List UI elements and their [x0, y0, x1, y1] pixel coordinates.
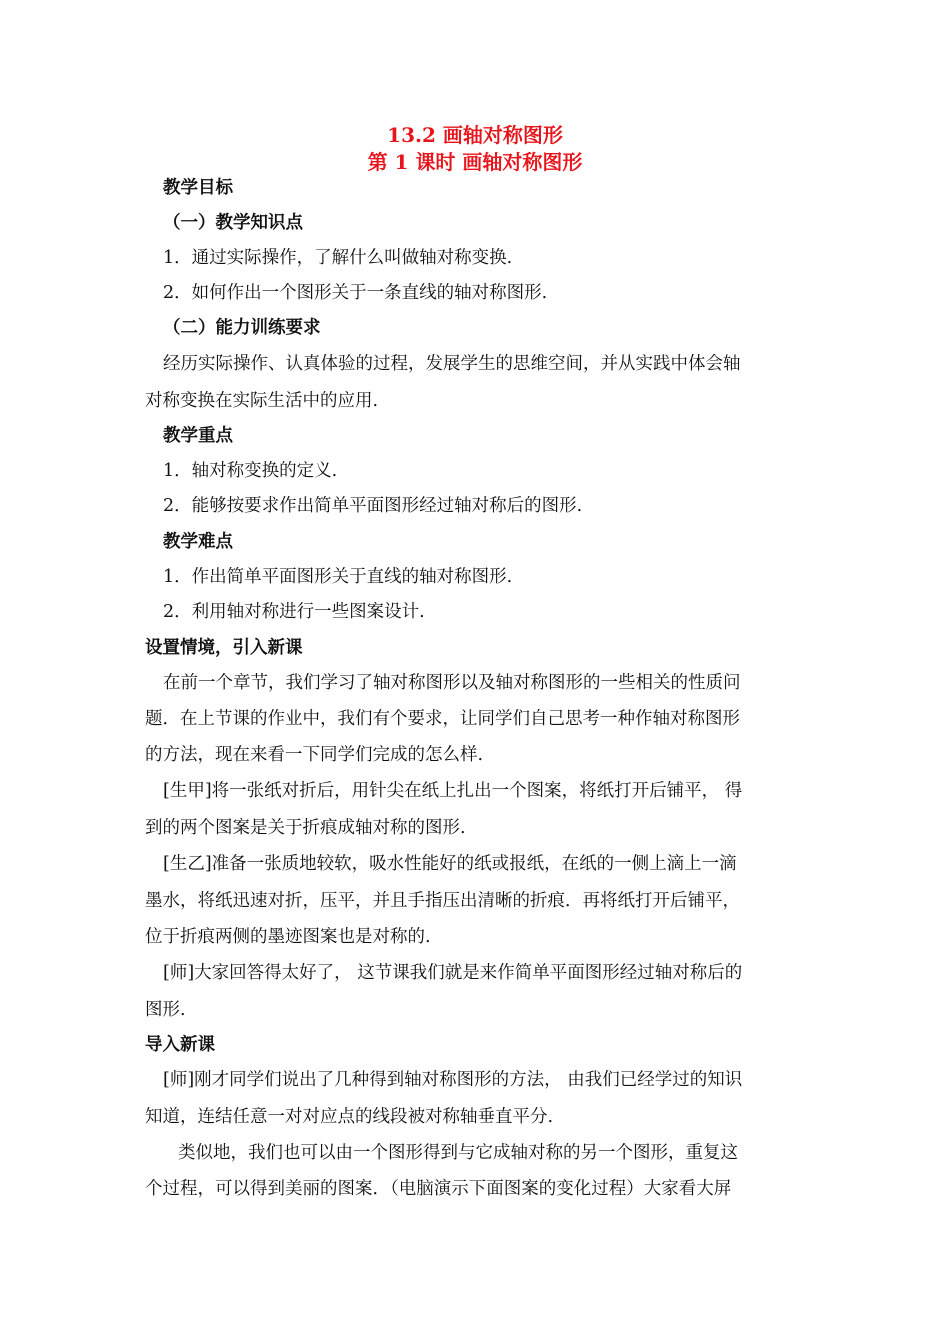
difficulty-item: 2．利用轴对称进行一些图案设计. — [163, 602, 425, 622]
paragraph-line: 知道，连结任意一对对应点的线段被对称轴垂直平分. — [145, 1107, 554, 1127]
paragraph-line: [生甲]将一张纸对折后，用针尖在纸上扎出一个图案，将纸打开后铺平， 得 — [163, 781, 743, 801]
key-points-heading: 教学重点 — [163, 426, 233, 446]
ability-heading: （二）能力训练要求 — [163, 318, 321, 338]
key-point-item: 1．轴对称变换的定义. — [163, 461, 338, 481]
paragraph-line: [师]大家回答得太好了， 这节课我们就是来作简单平面图形经过轴对称后的 — [163, 963, 743, 983]
paragraph-line: [师]刚才同学们说出了几种得到轴对称图形的方法， 由我们已经学过的知识 — [163, 1070, 743, 1090]
paragraph-line: 墨水，将纸迅速对折，压平，并且手指压出清晰的折痕．再将纸打开后铺平， — [145, 891, 740, 911]
paragraph-line: 的方法，现在来看一下同学们完成的怎么样. — [145, 745, 484, 765]
paragraph-line: 个过程，可以得到美丽的图案．（电脑演示下面图案的变化过程）大家看大屏 — [145, 1179, 732, 1199]
knowledge-item: 2．如何作出一个图形关于一条直线的轴对称图形. — [163, 283, 548, 303]
objectives-heading: 教学目标 — [163, 178, 233, 198]
difficulty-item: 1．作出简单平面图形关于直线的轴对称图形. — [163, 567, 513, 587]
key-point-item: 2．能够按要求作出简单平面图形经过轴对称后的图形. — [163, 496, 583, 516]
paragraph-line: 对称变换在实际生活中的应用. — [145, 391, 379, 411]
paragraph-line — [163, 352, 807, 376]
knowledge-item: 1．通过实际操作，了解什么叫做轴对称变换. — [163, 248, 513, 268]
intro-heading: 导入新课 — [145, 1035, 215, 1055]
knowledge-heading: （一）教学知识点 — [163, 213, 303, 233]
lesson-title: 13.2 画轴对称图形 — [387, 123, 563, 147]
paragraph-line: 题．在上节课的作业中，我们有个要求，让同学们自己思考一种作轴对称图形 — [145, 709, 740, 729]
paragraph-line: 到的两个图案是关于折痕成轴对称的图形. — [145, 818, 466, 838]
paragraph-text: 经历实际操作、认真体验的过程，发展学生的思维空间，并从实践中体会轴 — [163, 354, 741, 374]
paragraph-line: 位于折痕两侧的墨迹图案也是对称的. — [145, 927, 431, 947]
paragraph-line: 图形. — [145, 1000, 186, 1020]
scenario-heading: 设置情境，引入新课 — [145, 638, 303, 658]
paragraph-line: 在前一个章节，我们学习了轴对称图形以及轴对称图形的一些相关的性质问 — [163, 673, 741, 693]
lesson-subtitle: 第 1 课时 画轴对称图形 — [367, 150, 583, 174]
paragraph-line: 类似地，我们也可以由一个图形得到与它成轴对称的另一个图形，重复这 — [178, 1143, 738, 1163]
difficulty-heading: 教学难点 — [163, 532, 233, 552]
paragraph-line: [生乙]准备一张质地较软，吸水性能好的纸或报纸，在纸的一侧上滴上一滴 — [163, 854, 737, 874]
